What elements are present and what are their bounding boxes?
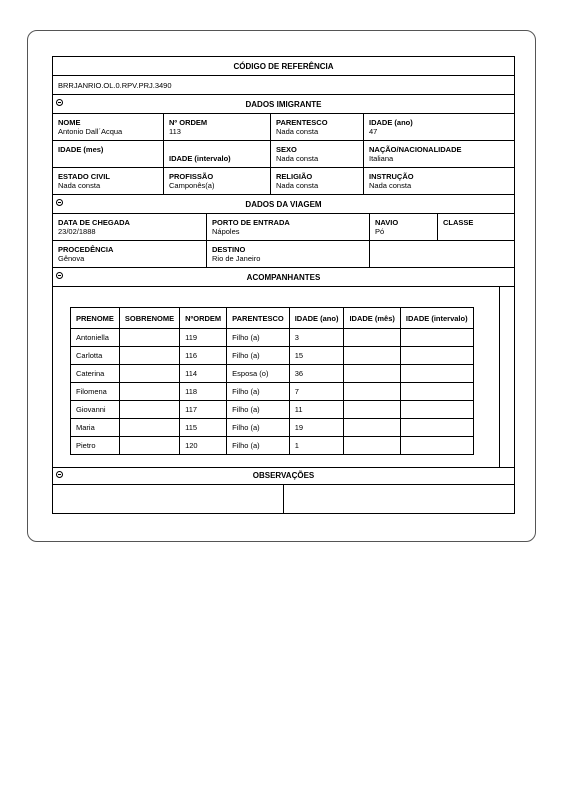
table-cell <box>119 329 179 347</box>
table-cell <box>400 437 473 455</box>
table-cell: 1 <box>289 437 344 455</box>
ordem-field <box>163 114 270 140</box>
idade-intervalo-label: IDADE (intervalo) <box>169 154 231 163</box>
sexo-field <box>270 141 363 167</box>
navio-label: NAVIO <box>375 218 399 227</box>
imigrante-row-1 <box>53 114 514 141</box>
table-cell <box>344 419 400 437</box>
table-cell <box>119 347 179 365</box>
table-row <box>71 401 474 419</box>
idade-ano-label: IDADE (ano) <box>369 118 413 127</box>
viagem-row-1 <box>53 214 514 241</box>
procedencia-field <box>53 241 206 267</box>
nacao-label: NAÇÃO/NACIONALIDADE <box>369 145 462 154</box>
religiao-label: RELIGIÃO <box>276 172 313 181</box>
table-row <box>71 347 474 365</box>
parentesco-value: Nada consta <box>276 127 319 136</box>
immigrant-record-form <box>52 56 515 514</box>
table-cell: 15 <box>289 347 344 365</box>
instrucao-label: INSTRUÇÃO <box>369 172 414 181</box>
table-cell <box>400 419 473 437</box>
table-cell <box>400 365 473 383</box>
observacoes-title: OBSERVAÇÕES <box>252 471 315 480</box>
table-cell <box>344 329 400 347</box>
parentesco-field <box>270 114 363 140</box>
table-cell: Filho (a) <box>227 383 290 401</box>
table-cell <box>344 347 400 365</box>
porto-field <box>206 214 369 240</box>
imigrante-title: DADOS IMIGRANTE <box>245 100 322 109</box>
table-cell: Giovanni <box>71 401 120 419</box>
table-cell: 7 <box>289 383 344 401</box>
imigrante-row-3 <box>53 168 514 195</box>
sexo-value: Nada consta <box>276 154 319 163</box>
classe-label: CLASSE <box>443 218 474 227</box>
idade-ano-field <box>363 114 514 140</box>
reference-code-row <box>53 76 514 95</box>
table-cell: Filho (a) <box>227 419 290 437</box>
table-cell: Caterina <box>71 365 120 383</box>
idade-mes-field <box>53 141 163 167</box>
table-cell: 19 <box>289 419 344 437</box>
idade-intervalo-field <box>163 141 270 167</box>
nacao-field <box>363 141 514 167</box>
religiao-value: Nada consta <box>276 181 319 190</box>
table-cell <box>400 383 473 401</box>
table-row <box>71 437 474 455</box>
profissao-field <box>163 168 270 194</box>
observacoes-panel <box>53 485 514 513</box>
procedencia-value: Gênova <box>58 254 85 263</box>
vertical-scrollbar[interactable] <box>499 287 514 467</box>
profissao-label: PROFISSÃO <box>169 172 214 181</box>
table-cell <box>344 383 400 401</box>
table-cell: 119 <box>180 329 227 347</box>
idade-mes-label: IDADE (mes) <box>58 145 104 154</box>
nome-field <box>53 114 163 140</box>
porto-value: Nápoles <box>212 227 240 236</box>
table-cell: 11 <box>289 401 344 419</box>
viagem-section-header[interactable] <box>53 195 514 214</box>
column-header: IDADE (intervalo) <box>400 308 473 329</box>
ordem-label: Nº ORDEM <box>169 118 208 127</box>
table-cell: Carlotta <box>71 347 120 365</box>
estado-civil-value: Nada consta <box>58 181 101 190</box>
table-cell: Filho (a) <box>227 437 290 455</box>
acompanhantes-section-header[interactable] <box>53 268 514 287</box>
table-cell <box>119 419 179 437</box>
observacoes-divider <box>283 485 284 513</box>
table-cell <box>344 365 400 383</box>
chegada-field <box>53 214 206 240</box>
navio-value: Pó <box>375 227 385 236</box>
column-header: PRENOME <box>71 308 120 329</box>
estado-civil-label: ESTADO CIVIL <box>58 172 110 181</box>
table-cell: 3 <box>289 329 344 347</box>
religiao-field <box>270 168 363 194</box>
table-cell: Maria <box>71 419 120 437</box>
estado-civil-field <box>53 168 163 194</box>
destino-field <box>206 241 369 267</box>
nome-label: NOME <box>58 118 81 127</box>
viagem-row-2 <box>53 241 514 268</box>
table-cell <box>400 401 473 419</box>
table-cell: Filho (a) <box>227 401 290 419</box>
imigrante-row-2 <box>53 141 514 168</box>
table-cell <box>400 347 473 365</box>
table-cell: 116 <box>180 347 227 365</box>
imigrante-section-header[interactable] <box>53 95 514 114</box>
column-header: NºORDEM <box>180 308 227 329</box>
navio-field <box>369 214 437 240</box>
nacao-value: Italiana <box>369 154 394 163</box>
reference-header <box>53 57 514 76</box>
column-header: IDADE (ano) <box>289 308 344 329</box>
table-row <box>71 419 474 437</box>
table-cell: 115 <box>180 419 227 437</box>
table-cell: Filho (a) <box>227 347 290 365</box>
column-header: IDADE (mês) <box>344 308 400 329</box>
porto-label: PORTO DE ENTRADA <box>212 218 290 227</box>
table-cell: 120 <box>180 437 227 455</box>
sexo-label: SEXO <box>276 145 297 154</box>
table-cell: 118 <box>180 383 227 401</box>
acompanhantes-title: ACOMPANHANTES <box>246 273 321 282</box>
chegada-label: DATA DE CHEGADA <box>58 218 130 227</box>
table-header-row <box>71 308 474 329</box>
acompanhantes-panel <box>53 287 514 468</box>
table-cell: 114 <box>180 365 227 383</box>
destino-label: DESTINO <box>212 245 246 254</box>
profissao-value: Camponês(a) <box>169 181 215 190</box>
table-cell <box>119 383 179 401</box>
table-cell <box>344 401 400 419</box>
reference-code: BRRJANRIO.OL.0.RPV.PRJ.3490 <box>58 81 172 90</box>
table-cell: Filomena <box>71 383 120 401</box>
column-header: SOBRENOME <box>119 308 179 329</box>
classe-field <box>437 214 514 240</box>
table-cell: Antoniella <box>71 329 120 347</box>
viagem-empty-cell <box>369 241 514 267</box>
table-row <box>71 329 474 347</box>
idade-ano-value: 47 <box>369 127 378 136</box>
table-cell: 117 <box>180 401 227 419</box>
chegada-value: 23/02/1888 <box>58 227 96 236</box>
reference-title: CÓDIGO DE REFERÊNCIA <box>233 62 334 71</box>
table-cell <box>119 365 179 383</box>
table-cell <box>119 401 179 419</box>
table-cell <box>119 437 179 455</box>
procedencia-label: PROCEDÊNCIA <box>58 245 114 254</box>
table-cell: 36 <box>289 365 344 383</box>
table-row <box>71 383 474 401</box>
table-cell <box>400 329 473 347</box>
viagem-title: DADOS DA VIAGEM <box>245 200 322 209</box>
parentesco-label: PARENTESCO <box>276 118 328 127</box>
table-row <box>71 365 474 383</box>
acompanhantes-table <box>70 307 474 455</box>
nome-value: Antonio Dall´Acqua <box>58 127 123 136</box>
column-header: PARENTESCO <box>227 308 290 329</box>
table-cell: Esposa (o) <box>227 365 290 383</box>
instrucao-field <box>363 168 514 194</box>
destino-value: Rio de Janeiro <box>212 254 261 263</box>
observacoes-section-header[interactable] <box>53 467 514 485</box>
table-cell: Pietro <box>71 437 120 455</box>
table-cell: Filho (a) <box>227 329 290 347</box>
instrucao-value: Nada consta <box>369 181 412 190</box>
table-cell <box>344 437 400 455</box>
ordem-value: 113 <box>169 127 181 136</box>
